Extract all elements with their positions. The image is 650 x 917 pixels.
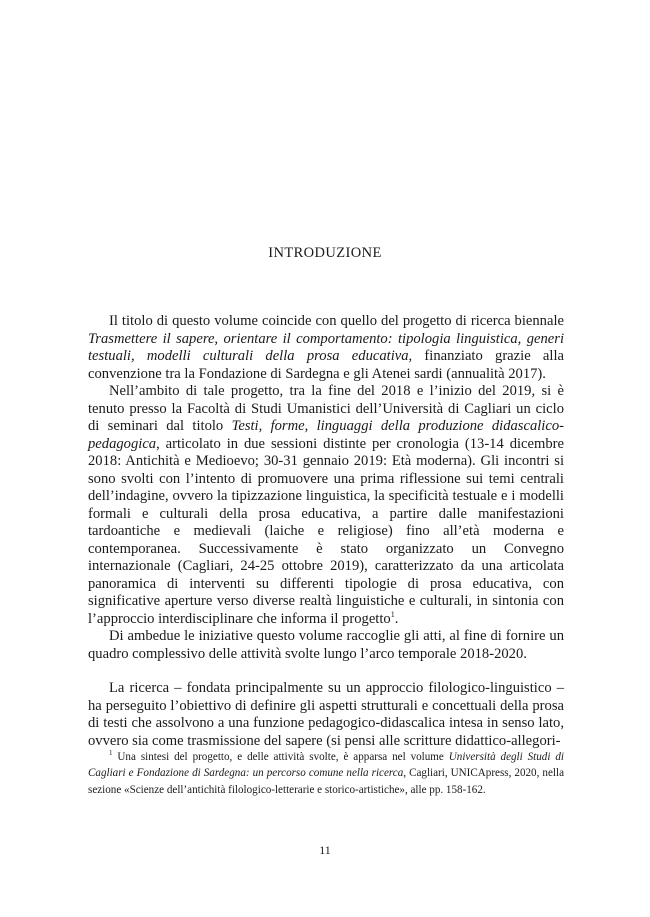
- paragraph-2-text-cont: , articolato in due sessioni distinte per cronologia (13-14 dicembre 2018: Antichità e Medioevo; 30-31 gennaio 2019: Età moderna). Gli incontri si sono svolti con l’intento di promuovere una prima riflessione sui temi centrali dell’indagine, ovvero la tipizzazione linguistica, la specificità testuale e i modelli formali e culturali della prosa educativa, a partire dalle manifestazioni tardoantiche e medievali (laiche e religiose) fino all’età moderna e contemporanea. Successivamente è stato organizzato un Convegno internazionale (Cagliari, 24-25 ottobre 2019), caratterizzato da una articolata panoramica di interventi su differenti tipologie di prosa educativa, con significative aperture verso diverse realtà linguistiche e culturali, in sintonia con l’approccio interdisciplinare che informa il progetto: [88, 435, 564, 627]
- footnote: [88, 749, 564, 798]
- footnote-number: 1: [109, 749, 113, 757]
- paragraph-2-text: Nell’ambito di tale progetto, tra la fine del 2018 e l’inizio del 2019, si è tenuto presso la Facoltà di Studi Umanistici dell’Università di Cagliari un ciclo di seminari dal titolo: [88, 383, 564, 434]
- paragraph-2-end: .: [394, 610, 399, 627]
- paragraph-3: Di ambedue le iniziative questo volume raccoglie gli atti, al fine di fornire un quadro complessivo delle attività svolte lungo l’arco temporale 2018-2020.: [88, 628, 564, 662]
- paragraph-1-text-end: , finanziato grazie alla convenzione tra la Fondazione di Sardegna e gli Atenei sardi (annualità 2017).: [88, 348, 564, 382]
- chapter-title: INTRODUZIONE: [268, 245, 382, 261]
- project-title-italic: Trasmettere il sapere, orientare il comportamento: tipologia linguistica, generi testuali, modelli culturali della prosa educativa: [88, 330, 564, 364]
- footnote-text-end: , Cagliari, UNICApress, 2020, nella sezione «Scienze dell’antichità filologico-letterarie e storico-artistiche», alle pp. 158-162.: [88, 767, 564, 796]
- body-text: [88, 313, 564, 750]
- footnote-volume-title: Università degli Studi di Cagliari e Fondazione di Sardegna: un percorso comune nella ricerca: [88, 751, 564, 780]
- paragraph-4: La ricerca – fondata principalmente su un approccio filologico-linguistico – ha perseguito l’obiettivo di definire gli aspetti strutturali e concettuali della prosa di testi che assolvono a una funzione pedagogico-didascalica intesa in senso lato, ovvero sia come trasmissione del sapere (si pensi alle scritture didattico-allegori-: [88, 680, 564, 749]
- paragraph-1-text: Il titolo di questo volume coincide con quello del progetto di ricerca biennale: [109, 313, 564, 329]
- page-number: 11: [319, 843, 331, 857]
- footnote-reference[interactable]: 1: [390, 609, 395, 619]
- footnote-text: Una sintesi del progetto, e delle attività svolte, è apparsa nel volume: [112, 751, 449, 763]
- seminar-title-italic: Testi, forme, linguaggi della produzione didascalico-pedagogica: [88, 418, 564, 452]
- paragraph-1: [88, 313, 564, 383]
- paragraph-2: [88, 383, 564, 628]
